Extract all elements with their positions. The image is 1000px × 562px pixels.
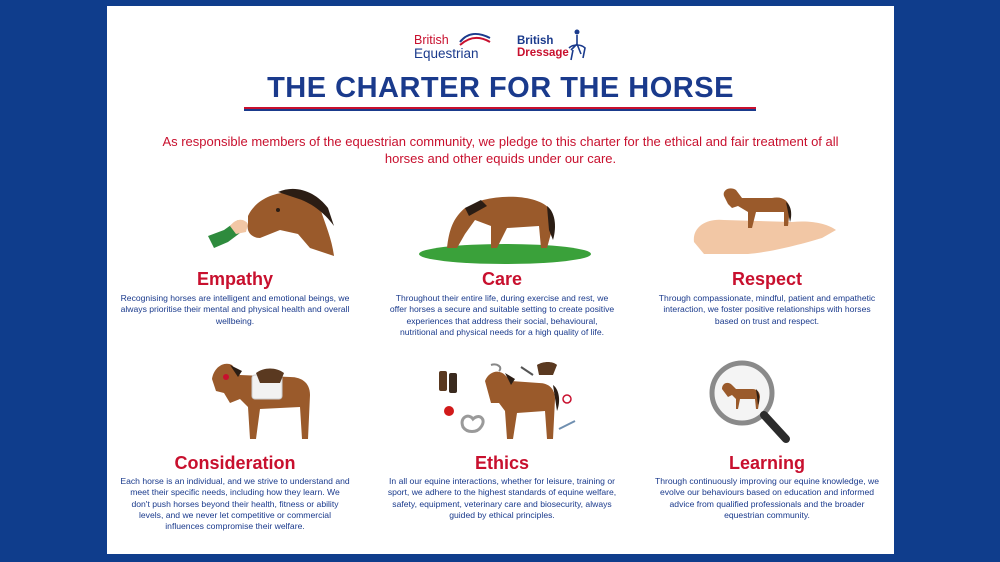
principle-text-empathy: Recognising horses are intelligent and emotional beings, we always prioritise their mental and physical health and overall wellbeing. (120, 293, 350, 326)
british-equestrian-logo-line2: Equestrian (414, 46, 479, 61)
dressage-rider-icon (565, 28, 587, 62)
horse-in-palm-icon (652, 186, 882, 276)
principle-text-learning: Through continuously improving our equine knowledge, we evolve our behaviours based on education and informed advice from qualified professionals and the broader equestrian community. (654, 476, 880, 520)
principle-heading-learning: Learning (728, 453, 805, 473)
british-equestrian-logo-line1: British (414, 33, 449, 47)
principle-ethics (387, 359, 617, 549)
principle-text-consideration: Each horse is an individual, and we strive to understand and meet their specific needs, including how they learn. We don't push horses beyond their health, fitness or ability levels, and we never let competitive or commercial influences compromise their welfare. (120, 476, 350, 532)
title-underline (244, 107, 756, 111)
logo-bar (107, 28, 894, 68)
saddled-horse-icon (120, 359, 350, 449)
page-title: THE CHARTER FOR THE HORSE (267, 72, 734, 104)
principle-consideration (120, 359, 350, 549)
magnifier-horse-icon (652, 359, 882, 449)
horse-head-hand-icon (120, 186, 350, 276)
principle-respect (652, 186, 882, 336)
principle-empathy (120, 186, 350, 336)
intro-pledge: As responsible members of the equestrian community, we pledge to this charter for the ethical and fair treatment of all horses and other equids under our care. (162, 134, 839, 166)
british-equestrian-logo (414, 30, 492, 64)
charter-card (107, 6, 894, 554)
principle-heading-care: Care (481, 269, 523, 289)
british-dressage-logo-line1: British (517, 35, 554, 47)
british-dressage-logo-line2: Dressage (517, 47, 569, 59)
principle-heading-empathy: Empathy (196, 269, 274, 289)
principle-text-respect: Through compassionate, mindful, patient and empathetic interaction, we foster positive relationships with horses based on trust and respect. (658, 293, 876, 326)
british-dressage-logo (517, 28, 587, 64)
principle-heading-ethics: Ethics (474, 453, 530, 473)
principle-heading-respect: Respect (731, 269, 803, 289)
horse-with-equipment-icon (387, 359, 617, 449)
flowing-ribbon-icon (458, 30, 492, 48)
principle-care (387, 186, 617, 346)
principle-heading-consideration: Consideration (174, 453, 296, 473)
principle-text-ethics: In all our equine interactions, whether for leisure, training or sport, we adhere to the highest standards of equine welfare, safety, equipment, veterinary care and biosecurity, always guided by ethical principles. (387, 476, 617, 520)
grazing-horse-icon (387, 186, 617, 276)
principle-text-care: Throughout their entire life, during exercise and rest, we offer horses a secure and suitable setting to create positive experiences that address their social, behavioural, nutritional and physical needs for a high quality of life. (389, 293, 615, 337)
principle-learning (652, 359, 882, 549)
